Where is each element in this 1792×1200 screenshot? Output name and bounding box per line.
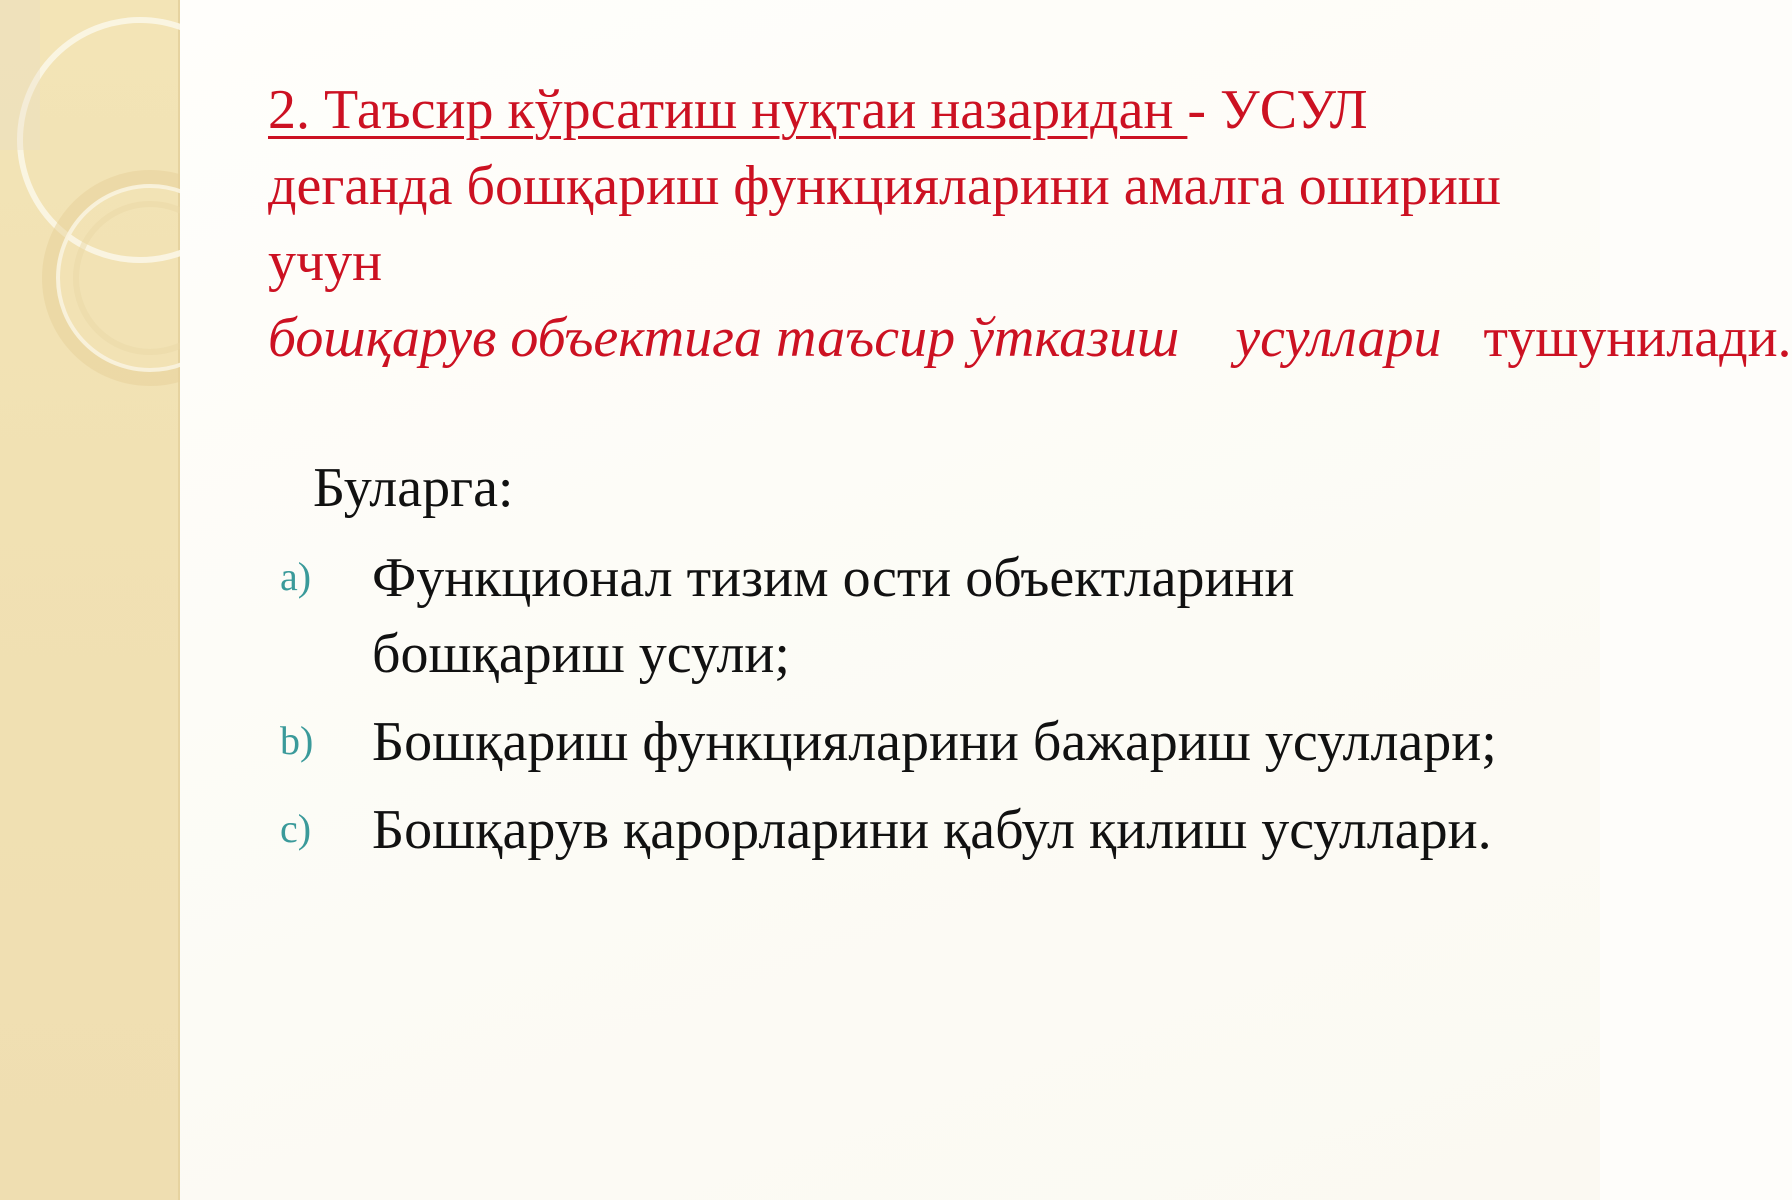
heading-italic: бошқарув объектига таъсир ўтказиш усуллари <box>268 307 1442 369</box>
heading-text: - УСУЛ деганда бошқариш функцияларини амалга ошириш учун <box>268 79 1501 293</box>
side-panel <box>0 0 180 1200</box>
list-item <box>278 704 1528 780</box>
heading-ending: тушунилади. <box>1441 307 1792 369</box>
heading-underlined: 2. Таъсир кўрсатиш нуқтаи назаридан <box>268 79 1188 141</box>
list-marker: b) <box>280 718 314 763</box>
list-marker: a) <box>280 554 312 599</box>
method-list <box>278 540 1528 880</box>
slide-heading <box>268 72 1792 376</box>
ring-ornament <box>0 0 178 1200</box>
list-item-text: Бошқариш функцияларини бажариш усуллари; <box>372 711 1497 773</box>
list-item <box>278 792 1528 868</box>
list-item-text: Функционал тизим ости объектларини бошқариш усули; <box>372 547 1295 685</box>
list-item-text: Бошқарув қарорларини қабул қилиш усуллари. <box>372 799 1492 861</box>
list-intro: Буларга: <box>313 457 514 519</box>
list-item <box>278 540 1528 692</box>
list-marker: c) <box>280 806 312 851</box>
